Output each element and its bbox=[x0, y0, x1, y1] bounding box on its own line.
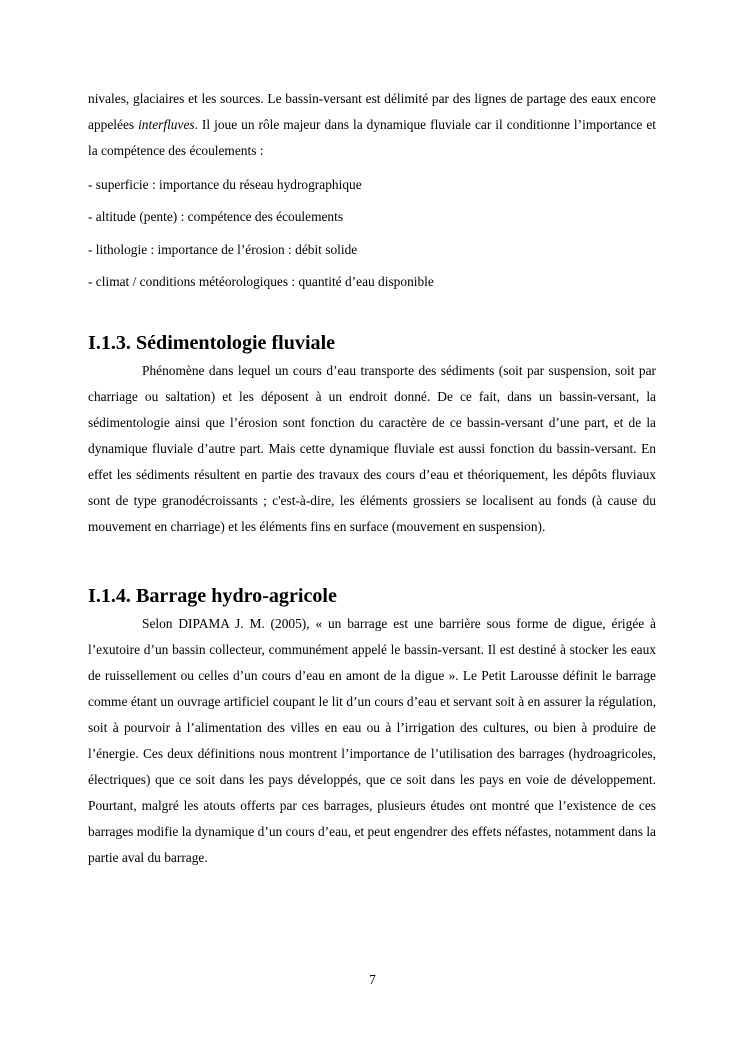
factor-list bbox=[88, 172, 656, 301]
section-text-sedimentologie: Phénomène dans lequel un cours d’eau transporte des sédiments (soit par suspension, soit par charriage ou saltation) et les déposent à un endroit donné. De ce fait, dans un bassin-versant, la sédimentologie ainsi que l’érosion sont fonction du caractère de ce bassin-versant d’une part, et de la dynamique fluviale d’autre part. Mais cette dynamique fluviale est aussi fonction du bassin-versant. En effet les sédiments résultent en partie des travaux des cours d’eau et théoriquement, les dépôts fluviaux sont de type granodécroissants ; c'est-à-dire, les éléments grossiers se localisent au fonds (à cause du mouvement en charriage) et les éléments fins en surface (mouvement en suspension). bbox=[88, 363, 656, 535]
section-heading-sedimentologie: I.1.3. Sédimentologie fluviale bbox=[88, 332, 336, 355]
section-text-barrage: Selon DIPAMA J. M. (2005), « un barrage est une barrière sous forme de digue, érigée à l’exutoire d’un bassin collecteur, communément appelé le bassin-versant. Il est destiné à stocker les eaux de ruissellement ou celles d’un cours d’eau en amont de la digue ». Le Petit Larousse définit le barrage comme étant un ouvrage artificiel coupant le lit d’un cours d’eau et servant soit à en assurer la régulation, soit à pourvoir à l’alimentation des villes en eau ou à l’irrigation des cultures, ou bien à produire de l’énergie. Ces deux définitions nous montrent l’importance de l’utilisation des barrages (hydroagricoles, électriques) que ce soit dans les pays développés, que ce soit dans les pays en voie de développement. Pourtant, malgré les atouts offerts par ces barrages, plusieurs études ont montré que l’existence de ces barrages modifie la dynamique d’un cours d’eau, et peut engendrer des effets néfastes, notamment dans la partie aval du barrage. bbox=[88, 616, 656, 866]
section-heading-barrage: I.1.4. Barrage hydro-agricole bbox=[88, 585, 337, 608]
interfluves-term: interfluves bbox=[138, 117, 195, 132]
intro-text-start: nivales, glaciaires et les sources. Le bassin-versant est délimité par des lignes de partage des eaux encore appelées bbox=[88, 91, 656, 132]
list-item-altitude: - altitude (pente) : compétence des écoulements bbox=[88, 209, 344, 225]
document-page bbox=[88, 86, 656, 871]
page-number: 7 bbox=[369, 972, 376, 987]
intro-text-end: . Il joue un rôle majeur dans la dynamique fluviale car il conditionne l’importance et la compétence des écoulements : bbox=[88, 117, 656, 158]
list-item-superficie: - superficie : importance du réseau hydrographique bbox=[88, 177, 362, 192]
list-item-climat: - climat / conditions météorologiques : quantité d’eau disponible bbox=[88, 273, 434, 289]
list-item-lithologie: - lithologie : importance de l’érosion : débit solide bbox=[88, 241, 358, 257]
intro-paragraph bbox=[88, 86, 656, 164]
